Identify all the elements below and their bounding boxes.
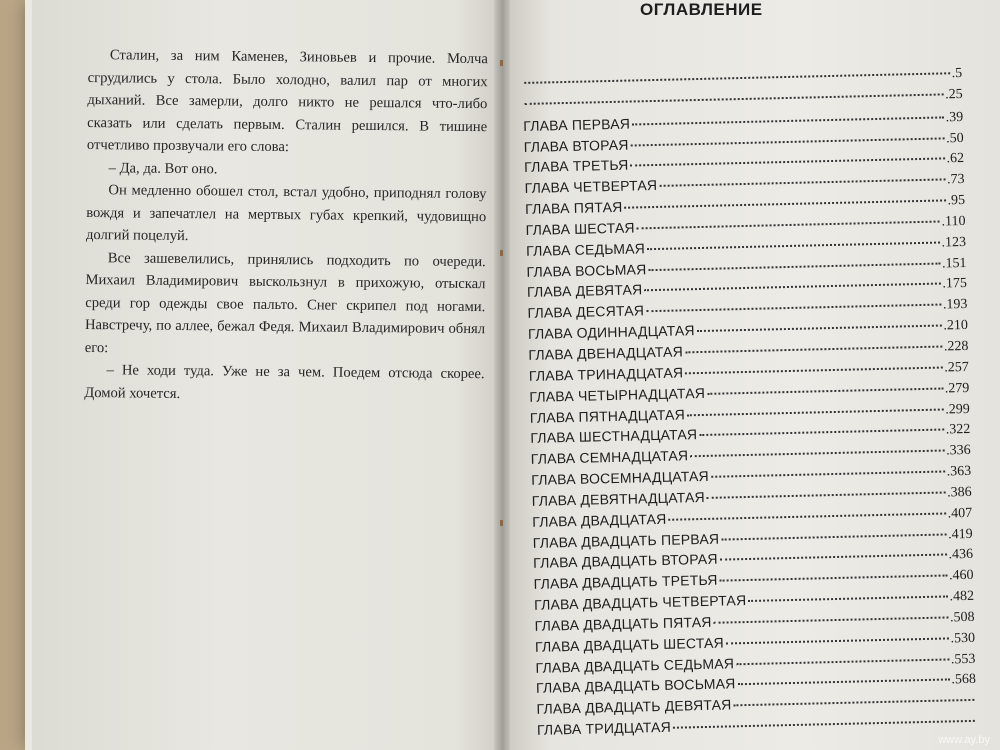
toc-entry-page: .553 bbox=[950, 651, 976, 668]
toc-entry-page: .407 bbox=[947, 505, 973, 522]
toc-entry-label: ГЛАВА ТРИДЦАТАЯ bbox=[536, 718, 672, 738]
toc-entry-label: ГЛАВА СЕДЬМАЯ bbox=[525, 239, 646, 259]
toc-leader-dots bbox=[647, 241, 940, 250]
toc-leader-dots bbox=[707, 491, 945, 498]
toc-leader-dots bbox=[631, 137, 945, 146]
toc-entry-label: ГЛАВА ТРЕТЬЯ bbox=[524, 156, 629, 176]
toc-leader-dots bbox=[726, 637, 949, 644]
toc-entry-page: .460 bbox=[948, 568, 974, 584]
toc-leader-dots bbox=[707, 387, 943, 394]
toc-entry-page: .123 bbox=[941, 234, 967, 251]
toc-entry-label: ГЛАВА ВТОРАЯ bbox=[523, 136, 629, 155]
book-gutter bbox=[494, 0, 510, 750]
toc-entry-label: ГЛАВА ДЕСЯТАЯ bbox=[527, 302, 645, 322]
toc-entry-page: .568 bbox=[951, 672, 977, 688]
toc-entry-label: ГЛАВА ДВАДЦАТЬ ТРЕТЬЯ bbox=[533, 571, 718, 593]
toc-entry-label: ГЛАВА ДВАДЦАТЬ ПЕРВАЯ bbox=[532, 530, 720, 551]
paragraph: Он медленно обошел стол, встал удобно, приподнял голову вождя и запечатлел на мертвых губах крепкий, чудовищно долгий поцелуй. bbox=[85, 182, 487, 245]
toc-entry-page: .419 bbox=[947, 526, 973, 542]
toc-leader-dots bbox=[632, 116, 944, 125]
left-page-text bbox=[84, 44, 488, 408]
toc-entry-page: .210 bbox=[943, 318, 969, 334]
toc-leader-dots bbox=[624, 199, 945, 208]
toc-leader-dots bbox=[685, 345, 942, 353]
toc-entry-page: .73 bbox=[946, 172, 965, 188]
toc-entry-page: .95 bbox=[947, 193, 966, 209]
toc-entry-label: ГЛАВА ДВАДЦАТАЯ bbox=[532, 510, 667, 530]
toc-entry-label: ГЛАВА ДВАДЦАТЬ ВТОРАЯ bbox=[532, 551, 718, 572]
toc-entry-label: ГЛАВА ВОСЕМНАДЦАТАЯ bbox=[531, 467, 710, 488]
toc-leader-dots bbox=[648, 262, 940, 271]
paragraph: – Да, да. Вот оно. bbox=[108, 159, 218, 177]
toc-entry-page: .436 bbox=[948, 547, 974, 563]
toc-leader-dots bbox=[748, 596, 947, 603]
binding-stitch bbox=[500, 520, 503, 526]
toc-entry-label: ГЛАВА ПЯТНАДЦАТАЯ bbox=[529, 405, 686, 426]
toc-leader-dots bbox=[644, 283, 940, 292]
binding-stitch bbox=[500, 60, 503, 66]
watermark: www.ay.by bbox=[938, 734, 990, 746]
paragraph: – Не ходи туда. Уже не за чем. Поедем отсюда скорее. Домой хочется. bbox=[84, 362, 485, 402]
toc-leader-dots bbox=[699, 429, 944, 437]
toc-entry-page: .25 bbox=[944, 86, 963, 103]
toc-entry-page: .39 bbox=[945, 109, 964, 126]
toc-entry-page: .5 bbox=[951, 66, 963, 82]
toc-leader-dots bbox=[690, 450, 944, 458]
toc-entry-label: ГЛАВА ВОСЬМАЯ bbox=[526, 260, 647, 280]
toc-entry-label: ГЛАВА ДВАДЦАТЬ СЕДЬМАЯ bbox=[535, 654, 735, 676]
paragraph: Все зашевелились, принялись подходить по очереди. Михаил Владимирович выскользнул в прихожую, отыскал среди гор одежды свое пальто. Снег скрипел под ногами. Навстречу, по аллее, бежал Федя. Михаил Владимирович обнял его: bbox=[84, 249, 486, 356]
toc-leader-dots bbox=[720, 575, 948, 582]
toc-entry-page: .50 bbox=[945, 130, 964, 146]
toc-entry-label: ГЛАВА ЧЕТЫРНАДЦАТАЯ bbox=[529, 384, 706, 405]
toc-leader-dots bbox=[733, 699, 974, 706]
toc-entry-label: ГЛАВА ОДИННАДЦАТАЯ bbox=[527, 322, 695, 343]
toc-entry-label: ГЛАВА ШЕСТАЯ bbox=[525, 219, 635, 238]
toc-entry-page: .322 bbox=[945, 422, 971, 438]
toc-leader-dots bbox=[711, 471, 945, 478]
toc-leader-dots bbox=[714, 616, 948, 623]
toc-entry-page: .386 bbox=[947, 484, 972, 501]
toc-leader-dots bbox=[736, 658, 949, 665]
toc-entry-label: ГЛАВА ТРИНАДЦАТАЯ bbox=[528, 364, 684, 384]
toc-entry-page: .151 bbox=[941, 255, 967, 272]
toc-entry-label: ГЛАВА ДВАДЦАТЬ ЧЕТВЕРТАЯ bbox=[533, 592, 747, 613]
toc-entry-label: ГЛАВА ЧЕТВЕРТАЯ bbox=[524, 177, 658, 197]
toc-entry-label: ГЛАВА ДВАДЦАТЬ ШЕСТАЯ bbox=[534, 634, 725, 655]
toc-entry-page: .299 bbox=[945, 401, 970, 417]
toc-leader-dots bbox=[720, 554, 947, 561]
toc-entry-page: .530 bbox=[950, 630, 976, 647]
binding-stitch bbox=[500, 250, 503, 256]
toc-entry-page: .175 bbox=[942, 276, 968, 292]
toc-leader-dots bbox=[668, 512, 945, 520]
toc-leader-dots bbox=[738, 679, 950, 686]
table-of-contents bbox=[522, 66, 977, 743]
toc-entry-label: ГЛАВА ДЕВЯТАЯ bbox=[526, 281, 643, 301]
toc-leader-dots bbox=[721, 533, 946, 540]
toc-entry-page: .336 bbox=[946, 443, 971, 459]
toc-entry-label: ГЛАВА ДЕВЯТНАДЦАТАЯ bbox=[531, 488, 705, 509]
toc-entry-page: .508 bbox=[949, 609, 975, 626]
toc-leader-dots bbox=[673, 720, 975, 729]
toc-leader-dots bbox=[685, 366, 942, 374]
page-title: ОГЛАВЛЕНИЕ bbox=[640, 0, 763, 19]
toc-leader-dots bbox=[525, 93, 943, 104]
toc-entry-label: ГЛАВА ДВЕНАДЦАТАЯ bbox=[528, 343, 684, 363]
toc-entry-page: .482 bbox=[949, 588, 975, 605]
toc-entry-label: ГЛАВА ШЕСТНАДЦАТАЯ bbox=[530, 426, 698, 447]
toc-leader-dots bbox=[697, 325, 942, 333]
toc-leader-dots bbox=[659, 179, 945, 187]
toc-leader-dots bbox=[630, 158, 944, 167]
toc-entry-label: ГЛАВА СЕМНАДЦАТАЯ bbox=[530, 447, 689, 468]
toc-entry-page: .257 bbox=[944, 359, 970, 376]
toc-entry-page: .62 bbox=[946, 151, 965, 167]
toc-leader-dots bbox=[524, 72, 949, 84]
toc-entry-label: ГЛАВА ПЕРВАЯ bbox=[523, 115, 631, 134]
toc-entry-label: ГЛАВА ДВАДЦАТЬ ДЕВЯТАЯ bbox=[536, 696, 732, 718]
toc-entry-page: .228 bbox=[943, 338, 969, 355]
toc-entry-page: .193 bbox=[942, 297, 968, 313]
toc-entry-page: .279 bbox=[944, 380, 970, 397]
toc-entry-page: .110 bbox=[941, 213, 966, 230]
toc-entry-label: ГЛАВА ПЯТАЯ bbox=[524, 198, 623, 218]
toc-entry-label: ГЛАВА ДВАДЦАТЬ ПЯТАЯ bbox=[534, 613, 712, 634]
toc-leader-dots bbox=[637, 220, 940, 229]
paragraph: Сталин, за ним Каменев, Зиновьев и прочие. Молча сгрудились у стола. Было холодно, валил пар от многих дыханий. Все замерли, долго никто не решался что-либо сказать или сделать первым. Сталин решился. В тишине отчетливо прозвучали его слова: bbox=[86, 47, 488, 156]
toc-leader-dots bbox=[687, 408, 943, 416]
toc-entry-page: .363 bbox=[946, 463, 972, 480]
toc-leader-dots bbox=[646, 304, 941, 313]
toc-entry-label: ГЛАВА ДВАДЦАТЬ ВОСЬМАЯ bbox=[535, 675, 736, 697]
